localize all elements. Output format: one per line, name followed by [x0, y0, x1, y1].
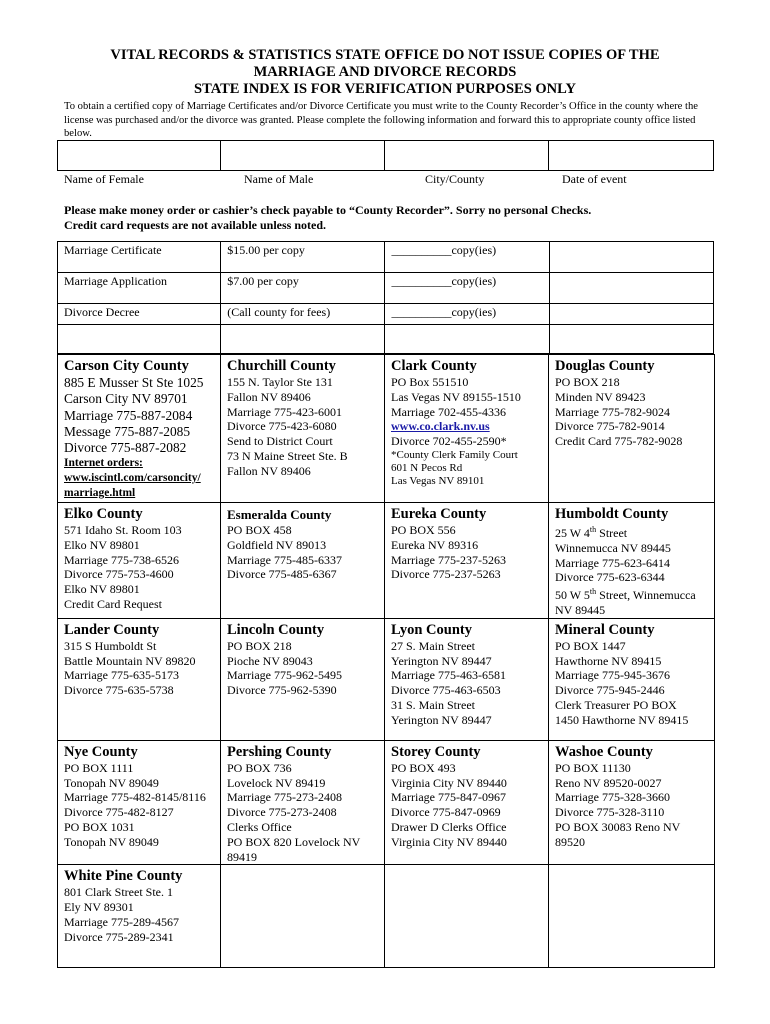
county-row: [58, 865, 715, 968]
county-name: Pershing County: [227, 743, 332, 760]
fee-type: Divorce Decree: [58, 304, 221, 325]
county-line: Marriage 775-782-9024: [555, 404, 670, 419]
county-line: Virginia City NV 89440: [391, 775, 507, 790]
county-line: Fallon NV 89406: [227, 463, 311, 478]
empty-cell: [221, 865, 385, 968]
label-city-county: City/County: [425, 172, 485, 186]
county-line: 155 N. Taylor Ste 131: [227, 375, 333, 389]
county-name: Nye County: [64, 743, 138, 760]
copies-field[interactable]: __________copy(ies): [385, 273, 549, 304]
county-name: Washoe County: [555, 743, 653, 760]
fee-type: Marriage Application: [58, 273, 221, 304]
clark-website-link[interactable]: www.co.clark.nv.us: [391, 419, 490, 434]
county-line: 25 W 4th Street: [555, 525, 628, 540]
county-row: [58, 618, 715, 740]
county-line: Divorce 775-423-6080: [227, 419, 337, 434]
county-line: Marriage 775-273-2408: [227, 790, 342, 805]
county-name: Lyon County: [391, 621, 472, 638]
county-line: Lovelock NV 89419: [227, 775, 326, 790]
county-line: PO BOX 11130: [555, 760, 631, 775]
county-name: Storey County: [391, 743, 481, 760]
county-line: Winnemucca NV 89445: [555, 540, 671, 555]
county-cell-lander: [58, 618, 221, 740]
county-line: Clerks Office: [227, 819, 292, 834]
county-line: Marriage 775-962-5495: [227, 668, 342, 683]
county-line: PO BOX 820 Lovelock NV: [227, 834, 361, 849]
county-line: PO BOX 556: [391, 523, 456, 537]
county-line: Divorce 775-753-4600: [64, 567, 174, 582]
county-line: Drawer D Clerks Office: [391, 819, 507, 834]
county-line: *County Clerk Family Court: [391, 448, 518, 461]
label-name-of-male: Name of Male: [244, 172, 314, 186]
county-line: PO BOX 1031: [64, 819, 135, 834]
county-line: Divorce 775-482-8127: [64, 805, 174, 820]
county-line: Elko NV 89801: [64, 582, 140, 597]
county-line: Divorce 702-455-2590*: [391, 434, 507, 449]
label-date-of-event: Date of event: [562, 172, 627, 186]
county-line: 31 S. Main Street: [391, 697, 475, 712]
fee-extra-cell[interactable]: [549, 242, 713, 273]
county-line: PO BOX 1447: [555, 638, 626, 653]
document-header: [40, 47, 730, 98]
county-line: Send to District Court: [227, 434, 333, 449]
fee-extra-cell[interactable]: [549, 304, 713, 325]
county-cell-mineral: [549, 618, 715, 740]
county-cell-esmeralda: [221, 503, 385, 619]
county-cell-white-pine: [58, 865, 221, 968]
county-line: 89520: [555, 834, 585, 849]
county-cell-nye: [58, 740, 221, 865]
fee-blank-row: [58, 325, 714, 354]
county-line: Divorce 775-289-2341: [64, 929, 174, 944]
county-line: PO BOX 218: [555, 375, 620, 389]
county-line: Fallon NV 89406: [227, 389, 311, 404]
county-line: 27 S. Main Street: [391, 638, 475, 653]
county-name: Douglas County: [555, 358, 655, 374]
county-line: PO BOX 218: [227, 638, 292, 653]
intro-text: To obtain a certified copy of Marriage Certificates and/or Divorce Certificate you must write to the County Recorder’s Office in the county where the license was purchased and/or the divorce was granted. Please complete the following information and forward this to appropriate county office listed below.: [64, 101, 698, 139]
county-line: Marriage 775-328-3660: [555, 790, 670, 805]
county-line: PO BOX 736: [227, 760, 292, 775]
county-cell-humboldt: [549, 503, 715, 619]
empty-cell: [385, 865, 549, 968]
county-line: Las Vegas NV 89155-1510: [391, 389, 521, 404]
county-line: Reno NV 89520-0027: [555, 775, 662, 790]
county-name: Clark County: [391, 358, 477, 374]
county-cell-clark: [385, 355, 549, 503]
county-cell-eureka: [385, 503, 549, 619]
county-row: [58, 355, 715, 503]
fee-type: Marriage Certificate: [58, 242, 221, 273]
county-line: 315 S Humboldt St: [64, 638, 157, 653]
blank-cell[interactable]: [385, 325, 549, 354]
fee-extra-cell[interactable]: [549, 273, 713, 304]
county-name: White Pine County: [64, 868, 183, 885]
county-line: Marriage 775-485-6337: [227, 552, 342, 567]
payment-note-line-1: Please make money order or cashier’s check payable to “County Recorder”. Sorry no personal Checks.: [64, 203, 592, 217]
county-line: Hawthorne NV 89415: [555, 653, 662, 668]
county-line: PO BOX 458: [227, 523, 292, 537]
county-line: Yerington NV 89447: [391, 653, 492, 668]
county-line: Clerk Treasurer PO BOX: [555, 697, 677, 712]
county-line: Marriage 775-423-6001: [227, 404, 342, 419]
county-line: 50 W 5th Street, Winnemucca: [555, 587, 696, 603]
header-line-1: VITAL RECORDS & STATISTICS STATE OFFICE DO NOT ISSUE COPIES OF THE: [110, 47, 660, 63]
county-line: Marriage 775-847-0967: [391, 790, 506, 805]
county-line: Marriage 775-738-6526: [64, 552, 179, 567]
county-line: Las Vegas NV 89101: [391, 474, 485, 487]
payment-note-line-2: Credit card requests are not available unless noted.: [64, 218, 327, 232]
county-row: [58, 740, 715, 865]
county-line: 73 N Maine Street Ste. B: [227, 448, 348, 463]
county-line: Marriage 775-887-2084: [64, 407, 193, 423]
internet-orders-label: Internet orders:: [64, 457, 143, 470]
payment-note: [64, 203, 591, 233]
county-row: [58, 503, 715, 619]
blank-cell[interactable]: [221, 325, 385, 354]
county-name: Mineral County: [555, 621, 655, 638]
county-line: Divorce 775-485-6367: [227, 567, 337, 582]
county-line: Tonopah NV 89049: [64, 834, 159, 849]
internet-orders-link[interactable]: www.iscintl.com/carsoncity/: [64, 472, 201, 485]
county-line: Eureka NV 89316: [391, 537, 479, 552]
county-line: Divorce 775-887-2082: [64, 440, 187, 456]
county-name: Lincoln County: [227, 621, 325, 638]
county-cell-carson-city: [58, 355, 221, 503]
county-line: 1450 Hawthorne NV 89415: [555, 712, 689, 727]
fee-row: [58, 304, 714, 325]
county-line: PO BOX 30083 Reno NV: [555, 819, 681, 834]
county-line: Marriage 702-455-4336: [391, 404, 506, 419]
copies-field[interactable]: __________copy(ies): [385, 304, 549, 325]
copies-field[interactable]: __________copy(ies): [385, 242, 549, 273]
county-line: PO BOX 493: [391, 760, 456, 775]
county-line: Carson City NV 89701: [64, 391, 188, 407]
label-name-of-female: Name of Female: [64, 172, 144, 186]
empty-cell: [549, 865, 715, 968]
county-name: Humboldt County: [555, 506, 669, 522]
county-line: Ely NV 89301: [64, 900, 134, 915]
county-line: PO Box 551510: [391, 375, 469, 389]
county-line: Divorce 775-463-6503: [391, 683, 501, 698]
county-line: 801 Clark Street Ste. 1: [64, 885, 173, 900]
county-line: Pioche NV 89043: [227, 653, 313, 668]
fee-price: $7.00 per copy: [221, 273, 385, 304]
county-line: NV 89445: [555, 602, 606, 617]
county-directory-table: [57, 354, 715, 968]
female-name-input[interactable]: [58, 141, 220, 170]
fee-price: $15.00 per copy: [221, 242, 385, 273]
county-name: Esmeralda County: [227, 507, 332, 522]
city-county-input[interactable]: [385, 141, 548, 170]
county-line: 89419: [227, 849, 257, 864]
county-cell-washoe: [549, 740, 715, 865]
county-line: PO BOX 1111: [64, 760, 134, 775]
county-name: Eureka County: [391, 506, 487, 522]
county-name: Churchill County: [227, 358, 336, 374]
county-line: Divorce 775-962-5390: [227, 683, 337, 698]
county-line: Divorce 775-635-5738: [64, 683, 174, 698]
county-line: Credit Card 775-782-9028: [555, 434, 683, 449]
county-cell-storey: [385, 740, 549, 865]
county-name: Lander County: [64, 621, 160, 638]
county-line: Marriage 775-635-5173: [64, 668, 179, 683]
fee-price: (Call county for fees): [221, 304, 385, 325]
county-line: Divorce 775-847-0969: [391, 805, 501, 820]
internet-orders-link[interactable]: marriage.html: [64, 487, 136, 500]
county-cell-elko: [58, 503, 221, 619]
county-line: Marriage 775-945-3676: [555, 668, 670, 683]
county-line: Divorce 775-945-2446: [555, 683, 665, 698]
county-name: Elko County: [64, 506, 143, 522]
county-line: Battle Mountain NV 89820: [64, 653, 196, 668]
county-line: Marriage 775-623-6414: [555, 555, 670, 570]
county-line: Marriage 775-463-6581: [391, 668, 506, 683]
county-cell-churchill: [221, 355, 385, 503]
county-cell-lyon: [385, 618, 549, 740]
county-line: Divorce 775-782-9014: [555, 419, 665, 434]
county-line: Goldfield NV 89013: [227, 537, 327, 552]
county-line: 571 Idaho St. Room 103: [64, 523, 182, 537]
county-line: Yerington NV 89447: [391, 712, 492, 727]
fee-row: [58, 242, 714, 273]
male-name-input[interactable]: [221, 141, 384, 170]
county-line: Minden NV 89423: [555, 389, 646, 404]
county-line: Divorce 775-623-6344: [555, 570, 665, 585]
county-line: Divorce 775-237-5263: [391, 567, 501, 582]
county-name: Carson City County: [64, 358, 189, 374]
county-line: Virginia City NV 89440: [391, 834, 507, 849]
county-cell-lincoln: [221, 618, 385, 740]
county-line: 601 N Pecos Rd: [391, 461, 463, 474]
county-line: Marriage 775-289-4567: [64, 914, 179, 929]
county-line: Divorce 775-328-3110: [555, 805, 665, 820]
header-line-2: MARRIAGE AND DIVORCE RECORDS: [253, 64, 517, 80]
county-line: Marriage 775-482-8145/8116: [64, 790, 206, 805]
header-line-3: STATE INDEX IS FOR VERIFICATION PURPOSES ONLY: [194, 81, 576, 97]
county-line: Divorce 775-273-2408: [227, 805, 337, 820]
fee-table: [57, 241, 714, 354]
blank-cell[interactable]: [549, 325, 713, 354]
fee-row: [58, 273, 714, 304]
county-line: 885 E Musser St Ste 1025: [64, 375, 204, 390]
county-line: Marriage 775-237-5263: [391, 552, 506, 567]
blank-cell[interactable]: [58, 325, 221, 354]
county-line: Message 775-887-2085: [64, 423, 191, 439]
county-cell-douglas: [549, 355, 715, 503]
county-line: Elko NV 89801: [64, 537, 140, 552]
county-line: Tonopah NV 89049: [64, 775, 159, 790]
county-line: Credit Card Request: [64, 596, 162, 611]
event-date-input[interactable]: [549, 141, 713, 170]
county-cell-pershing: [221, 740, 385, 865]
